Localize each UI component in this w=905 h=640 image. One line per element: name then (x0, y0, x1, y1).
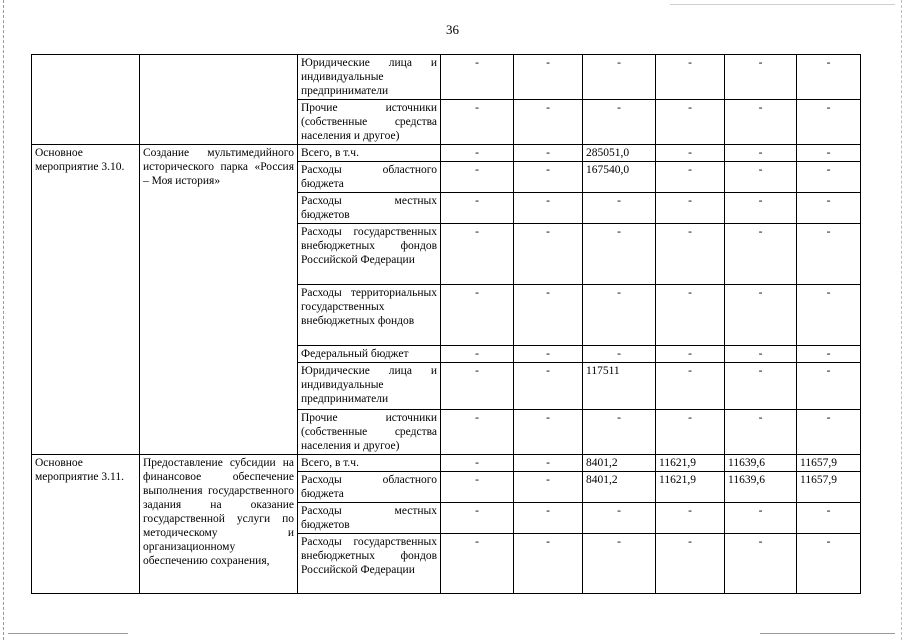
source-cell: Всего, в т.ч. (298, 455, 441, 472)
value-cell: - (514, 193, 583, 224)
value-cell: - (797, 55, 861, 100)
value-cell: - (441, 285, 514, 346)
event-cell: Основное мероприятие 3.11. (32, 455, 140, 594)
scan-edge-bottom-left (8, 633, 128, 634)
value-cell: - (656, 55, 725, 100)
value-cell: 8401,2 (583, 455, 656, 472)
source-cell: Прочие источники (собственные средства населения и другое) (298, 100, 441, 145)
value-cell: - (583, 193, 656, 224)
value-cell: - (725, 162, 797, 193)
table-row (32, 55, 861, 100)
value-cell: - (441, 55, 514, 100)
name-cell (140, 55, 298, 145)
value-cell: - (656, 145, 725, 162)
scan-edge-bottom-right (760, 633, 895, 634)
value-cell: - (656, 346, 725, 363)
value-cell: - (725, 503, 797, 534)
value-cell: - (514, 162, 583, 193)
value-cell: - (441, 455, 514, 472)
value-cell: - (514, 503, 583, 534)
value-cell: - (441, 145, 514, 162)
value-cell: - (656, 285, 725, 346)
value-cell: - (583, 503, 656, 534)
value-cell: - (583, 534, 656, 594)
value-cell: - (725, 363, 797, 410)
value-cell: 11621,9 (656, 455, 725, 472)
value-cell: - (441, 472, 514, 503)
value-cell: - (583, 100, 656, 145)
value-cell: 11657,9 (797, 472, 861, 503)
value-cell: - (656, 193, 725, 224)
value-cell: - (725, 224, 797, 285)
scan-edge-top (670, 4, 895, 5)
value-cell: - (441, 224, 514, 285)
name-cell: Создание мультимедийного исторического парка «Россия – Моя история» (140, 145, 298, 455)
value-cell: - (441, 100, 514, 145)
value-cell: - (656, 534, 725, 594)
value-cell: - (725, 145, 797, 162)
value-cell: - (656, 503, 725, 534)
source-cell: Расходы местных бюджетов (298, 503, 441, 534)
value-cell: - (725, 410, 797, 455)
source-cell: Юридические лица и индивидуальные предприниматели (298, 55, 441, 100)
value-cell: - (514, 224, 583, 285)
value-cell: 8401,2 (583, 472, 656, 503)
scan-edge-right (901, 0, 902, 640)
value-cell: 285051,0 (583, 145, 656, 162)
value-cell: - (725, 193, 797, 224)
value-cell: - (656, 224, 725, 285)
value-cell: - (797, 224, 861, 285)
value-cell: - (725, 285, 797, 346)
value-cell: - (725, 346, 797, 363)
value-cell: - (656, 363, 725, 410)
budget-table (31, 54, 861, 594)
source-cell: Расходы местных бюджетов (298, 193, 441, 224)
value-cell: - (583, 55, 656, 100)
source-cell: Расходы областного бюджета (298, 162, 441, 193)
value-cell: 167540,0 (583, 162, 656, 193)
source-cell: Федеральный бюджет (298, 346, 441, 363)
name-cell: Предоставление субсидии на финансовое обеспечение выполнения государственного задания на оказание государственной услуги по методическому и организационному обеспечению сохранения, (140, 455, 298, 594)
value-cell: - (441, 363, 514, 410)
value-cell: - (797, 503, 861, 534)
table-body (32, 55, 861, 594)
table-row (32, 145, 861, 162)
value-cell: - (514, 410, 583, 455)
value-cell: 11657,9 (797, 455, 861, 472)
value-cell: - (514, 534, 583, 594)
value-cell: - (514, 285, 583, 346)
source-cell: Расходы государственных внебюджетных фондов Российской Федерации (298, 534, 441, 594)
value-cell: - (725, 534, 797, 594)
value-cell: - (514, 455, 583, 472)
value-cell: - (441, 534, 514, 594)
source-cell: Расходы территориальных государственных внебюджетных фондов (298, 285, 441, 346)
value-cell: - (725, 100, 797, 145)
value-cell: - (797, 346, 861, 363)
event-cell: Основное мероприятие 3.10. (32, 145, 140, 455)
event-cell (32, 55, 140, 145)
value-cell: - (514, 100, 583, 145)
value-cell: - (583, 410, 656, 455)
scan-edge-left (3, 0, 4, 640)
value-cell: - (656, 410, 725, 455)
value-cell: 11639,6 (725, 472, 797, 503)
value-cell: - (441, 346, 514, 363)
source-cell: Расходы государственных внебюджетных фондов Российской Федерации (298, 224, 441, 285)
value-cell: - (725, 55, 797, 100)
value-cell: - (441, 193, 514, 224)
value-cell: - (583, 346, 656, 363)
value-cell: - (797, 193, 861, 224)
value-cell: 11621,9 (656, 472, 725, 503)
value-cell: - (797, 100, 861, 145)
value-cell: - (514, 346, 583, 363)
value-cell: - (441, 503, 514, 534)
value-cell: 117511 (583, 363, 656, 410)
value-cell: - (797, 534, 861, 594)
source-cell: Расходы областного бюджета (298, 472, 441, 503)
source-cell: Всего, в т.ч. (298, 145, 441, 162)
value-cell: - (797, 363, 861, 410)
table-row (32, 455, 861, 472)
value-cell: - (583, 285, 656, 346)
value-cell: - (656, 162, 725, 193)
value-cell: - (441, 162, 514, 193)
value-cell: - (514, 472, 583, 503)
value-cell: - (797, 285, 861, 346)
value-cell: - (656, 100, 725, 145)
value-cell: 11639,6 (725, 455, 797, 472)
value-cell: - (514, 363, 583, 410)
value-cell: - (583, 224, 656, 285)
value-cell: - (797, 410, 861, 455)
value-cell: - (514, 55, 583, 100)
page-number: 36 (446, 22, 459, 37)
source-cell: Юридические лица и индивидуальные предприниматели (298, 363, 441, 410)
value-cell: - (797, 145, 861, 162)
value-cell: - (441, 410, 514, 455)
value-cell: - (514, 145, 583, 162)
value-cell: - (797, 162, 861, 193)
source-cell: Прочие источники (собственные средства населения и другое) (298, 410, 441, 455)
